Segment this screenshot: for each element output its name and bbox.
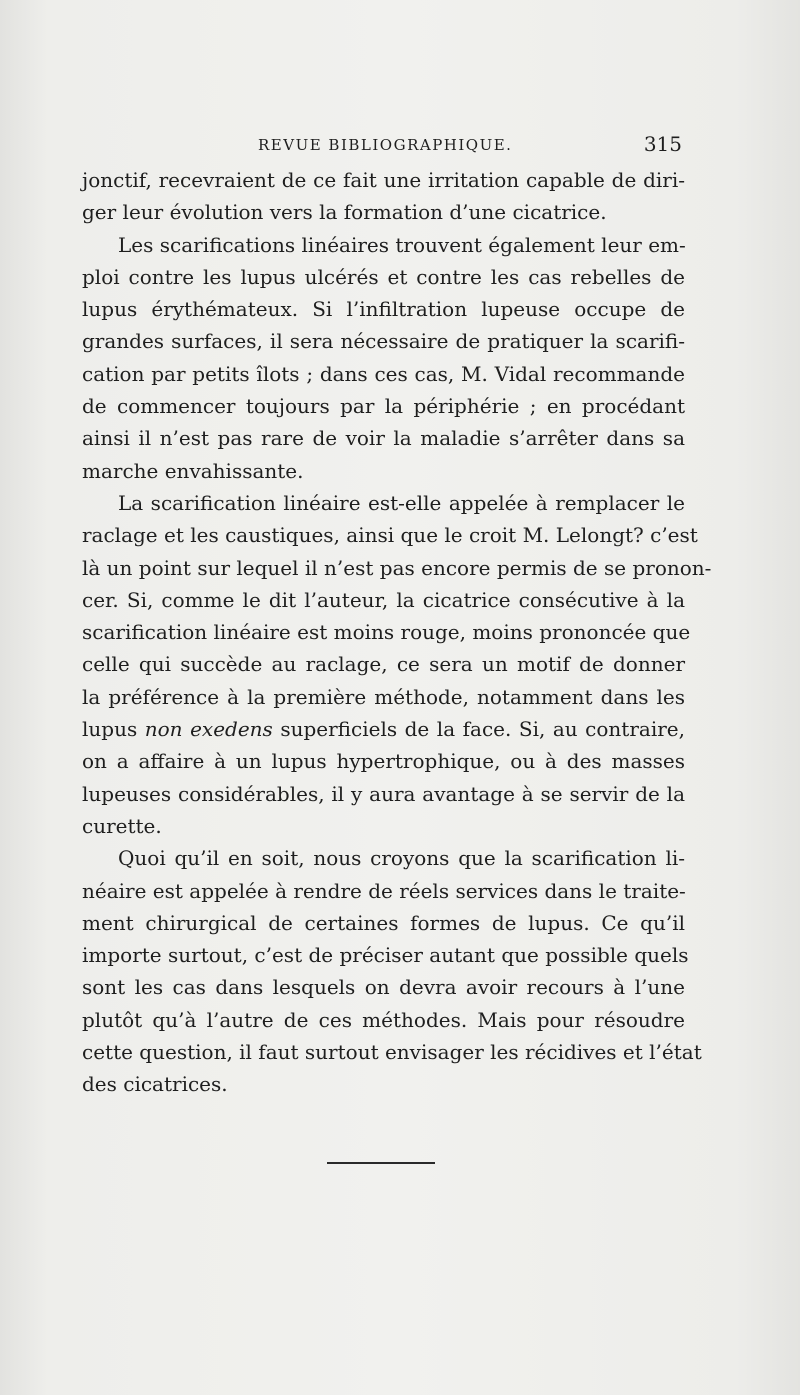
section-end-rule — [327, 1162, 435, 1164]
text-line: ploi contre les lupus ulcérés et contre les cas rebelles de — [82, 264, 685, 289]
text-fragment: superficiels de la face. Si, au contraire, — [272, 717, 685, 742]
text-line: là un point sur lequel il n’est pas encore permis de se pronon- — [82, 555, 712, 580]
text-line: scarification linéaire est moins rouge, moins prononcée que — [82, 620, 691, 645]
paragraph-start-line: Les scarifications linéaires trouvent également leur em- — [118, 232, 686, 257]
text-line: grandes surfaces, il sera nécessaire de pratiquer la scarifi- — [82, 329, 685, 354]
paragraph-start-line: Quoi qu’il en soit, nous croyons que la scarification li- — [118, 846, 685, 871]
text-fragment: lupus — [82, 717, 145, 742]
text-line: lupus érythémateux. Si l’infiltration lupeuse occupe de — [82, 297, 685, 322]
text-line: néaire est appelée à rendre de réels services dans le traite- — [82, 878, 686, 903]
page-number: 315 — [643, 132, 682, 156]
text-line: jonctif, recevraient de ce fait une irritation capable de diri- — [82, 168, 685, 192]
text-line: importe surtout, c’est de préciser autant que possible quels — [82, 943, 689, 968]
text-line: ment chirurgical de certaines formes de lupus. Ce qu’il — [82, 910, 685, 935]
text-line: on a affaire à un lupus hypertrophique, ou à des masses — [82, 749, 685, 774]
text-line: sont les cas dans lesquels on devra avoir recours à l’une — [82, 975, 685, 1000]
body-text — [82, 164, 712, 1101]
text-line: la préférence à la première méthode, notamment dans les — [82, 684, 685, 709]
text-line: raclage et les caustiques, ainsi que le croit M. Lelongt? c’est — [82, 523, 698, 548]
text-line: des cicatrices. — [82, 1072, 228, 1097]
text-line: marche envahissante. — [82, 458, 304, 483]
paragraph-start-line: La scarification linéaire est-elle appelée à remplacer le — [118, 490, 685, 515]
text-line: de commencer toujours par la périphérie ; en procédant — [82, 394, 685, 419]
text-line: lupeuses considérables, il y aura avantage à se servir de la — [82, 781, 685, 806]
text-line: cette question, il faut surtout envisager les récidives et l’état — [82, 1040, 702, 1065]
text-line: celle qui succède au raclage, ce sera un motif de donner — [82, 652, 685, 677]
text-line: curette. — [82, 813, 162, 838]
text-line: ainsi il n’est pas rare de voir la maladie s’arrêter dans sa — [82, 426, 685, 451]
text-line: plutôt qu’à l’autre de ces méthodes. Mais pour résoudre — [82, 1007, 685, 1032]
text-line: ger leur évolution vers la formation d’une cicatrice. — [82, 200, 607, 225]
text-line: cer. Si, comme le dit l’auteur, la cicatrice consécutive à la — [82, 587, 685, 612]
running-header — [82, 132, 682, 160]
text-line: cation par petits îlots ; dans ces cas, M. Vidal recommande — [82, 361, 685, 386]
text-line-with-italic — [82, 713, 685, 745]
italic-term: non exedens — [144, 717, 273, 742]
running-title: REVUE BIBLIOGRAPHIQUE. — [258, 136, 513, 154]
